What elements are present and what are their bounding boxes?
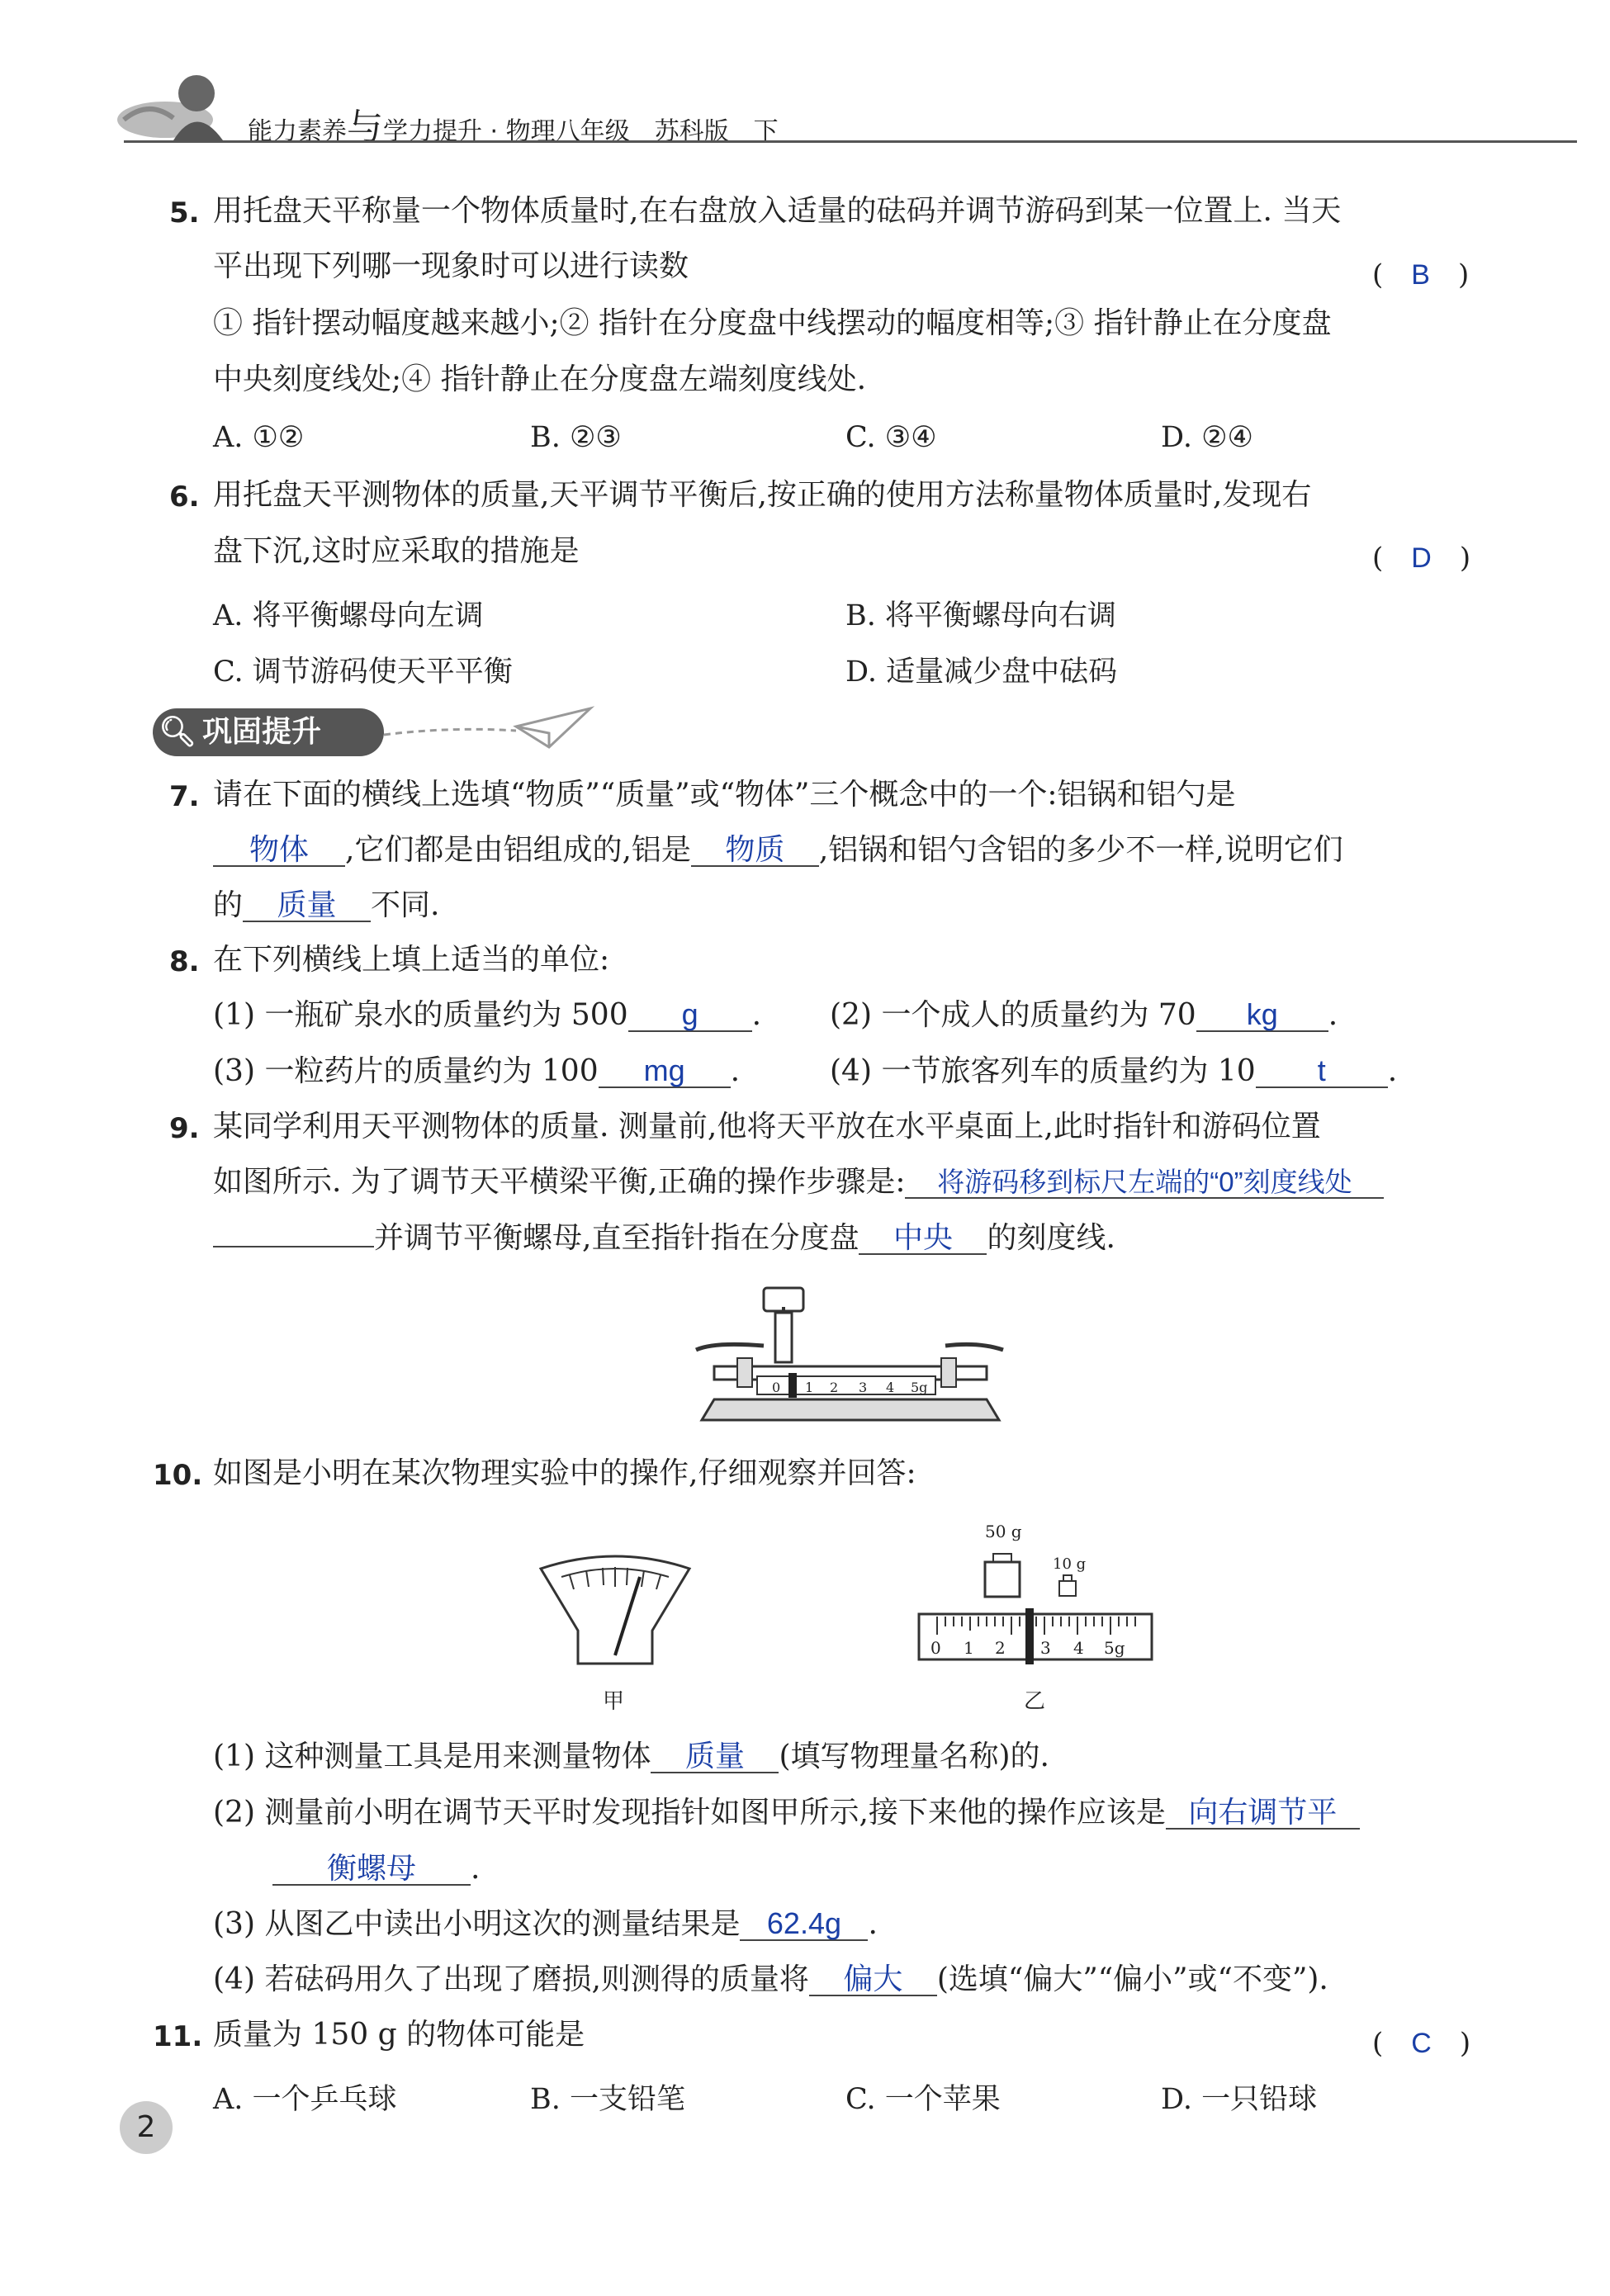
q10-sub1: (1) 这种测量工具是用来测量物体 质量 (填写物理量名称)的. — [213, 1739, 1049, 1773]
magnifier-icon: 🔍︎ — [159, 715, 197, 749]
q9-number: 9. — [169, 1112, 200, 1145]
q5-option-a: A. ①② — [213, 421, 305, 454]
q10-number: 10. — [153, 1459, 203, 1492]
q10-sub2-cont: 衡螺母 . — [272, 1853, 480, 1886]
figure-b-caption: 乙 — [1024, 1689, 1046, 1714]
ruler-tick-4: 4 — [1073, 1638, 1084, 1658]
balance-tick-0: 0 — [772, 1380, 781, 1395]
q6-option-a: A. 将平衡螺母向左调 — [213, 599, 484, 632]
weights-ruler-figure — [912, 1519, 1160, 1668]
q5-option-c: C. ③④ — [845, 421, 937, 454]
q5-option-d: D. ②④ — [1161, 421, 1253, 454]
q5-answer-paren: ( B ) — [1372, 258, 1470, 291]
balance-tick-2: 2 — [830, 1380, 839, 1395]
ruler-tick-3: 3 — [1040, 1638, 1051, 1658]
q8-part3: (3) 一粒药片的质量约为 100 mg . — [213, 1053, 741, 1088]
q5-number: 5. — [169, 196, 200, 230]
q5-option-b: B. ②③ — [530, 421, 622, 454]
q11-answer-paren: ( C ) — [1372, 2027, 1471, 2060]
q8-number: 8. — [169, 945, 200, 978]
section-badge: 🔍︎ 巩固提升 — [153, 708, 384, 756]
balance-tick-3: 3 — [859, 1380, 868, 1395]
q6-number: 6. — [169, 481, 200, 514]
q9-line3: 并调节平衡螺母,直至指针指在分度盘 中央 的刻度线. — [213, 1222, 1115, 1255]
q10-sub2: (2) 测量前小明在调节天平时发现指针如图甲所示,接下来他的操作应该是 向右调节平 — [213, 1797, 1360, 1830]
q5-line4: 中央刻度线处;④ 指针静止在分度盘左端刻度线处. — [213, 362, 867, 396]
paper-plane-icon — [384, 702, 607, 760]
q6-option-d: D. 适量减少盘中砝码 — [845, 656, 1118, 689]
q9-line1: 某同学利用天平测物体的质量. 测量前,他将天平放在水平桌面上,此时指针和游码位置 — [213, 1110, 1321, 1143]
q5-line1: 用托盘天平称量一个物体质量时,在右盘放入适量的砝码并调节游码到某一位置上. 当天 — [213, 194, 1342, 228]
q6-option-c: C. 调节游码使天平平衡 — [213, 656, 513, 689]
balance-figure — [689, 1284, 1011, 1432]
header-title: 能力素养与学力提升 · 物理八年级 苏科版 下 — [248, 107, 779, 149]
header-rule — [124, 140, 1577, 143]
q9-line2: 如图所示. 为了调节天平横梁平衡,正确的操作步骤是: 将游码移到标尺左端的“0”刻度线处 — [213, 1166, 1384, 1199]
weight-10g-label: 10 g — [1053, 1555, 1087, 1573]
figure-a-caption: 甲 — [603, 1689, 625, 1714]
balance-tick-4: 4 — [886, 1380, 895, 1395]
pointer-dial-figure — [537, 1552, 694, 1668]
q11-line1: 质量为 150 g 的物体可能是 — [213, 2018, 585, 2052]
q11-option-c: C. 一个苹果 — [845, 2083, 1001, 2116]
q8-part4: (4) 一节旅客列车的质量约为 10 t . — [830, 1053, 1398, 1088]
page-number: 2 — [120, 2101, 173, 2154]
q7-number: 7. — [169, 780, 200, 813]
q11-option-d: D. 一只铅球 — [1161, 2083, 1318, 2116]
balance-tick-5: 5g — [911, 1380, 928, 1395]
q11-option-b: B. 一支铅笔 — [530, 2083, 685, 2116]
q10-line1: 如图是小明在某次物理实验中的操作,仔细观察并回答: — [213, 1456, 916, 1490]
q6-option-b: B. 将平衡螺母向右调 — [845, 599, 1116, 632]
q6-line1: 用托盘天平测物体的质量,天平调节平衡后,按正确的使用方法称量物体质量时,发现右 — [213, 478, 1312, 512]
ruler-tick-2: 2 — [995, 1638, 1006, 1658]
q10-sub3: (3) 从图乙中读出小明这次的测量结果是 62.4g . — [213, 1906, 878, 1941]
q11-number: 11. — [153, 2020, 203, 2053]
q6-line2: 盘下沉,这时应采取的措施是 — [213, 534, 580, 568]
q5-line3: ① 指针摆动幅度越来越小;② 指针在分度盘中线摆动的幅度相等;③ 指针静止在分度盘 — [213, 306, 1332, 340]
ruler-tick-0: 0 — [930, 1638, 941, 1658]
ruler-tick-5: 5g — [1104, 1638, 1125, 1658]
q5-line2: 平出现下列哪一现象时可以进行读数 — [213, 249, 689, 283]
q6-answer-paren: ( D ) — [1372, 542, 1471, 575]
q7-line3: 的 质量 不同. — [213, 888, 440, 922]
q11-option-a: A. 一个乒乓球 — [213, 2083, 397, 2116]
ruler-tick-1: 1 — [964, 1638, 974, 1658]
q8-part1: (1) 一瓶矿泉水的质量约为 500 g . — [213, 997, 762, 1032]
q10-sub4: (4) 若砝码用久了出现了磨损,则测得的质量将 偏大 (选填“偏大”“偏小”或“不变”). — [213, 1962, 1328, 1996]
header-logo — [116, 62, 248, 144]
q7-line1: 请在下面的横线上选填“物质”“质量”或“物体”三个概念中的一个:铝锅和铝勺是 — [213, 778, 1236, 812]
balance-tick-1: 1 — [805, 1380, 814, 1395]
q8-part2: (2) 一个成人的质量约为 70 kg . — [830, 997, 1338, 1032]
weight-50g-label: 50 g — [985, 1522, 1022, 1541]
q7-line2: 物体 ,它们都是由铝组成的,铝是 物质 ,铝锅和铝勺含铝的多少不一样,说明它们 — [213, 834, 1343, 867]
q8-line1: 在下列横线上填上适当的单位: — [213, 943, 610, 977]
